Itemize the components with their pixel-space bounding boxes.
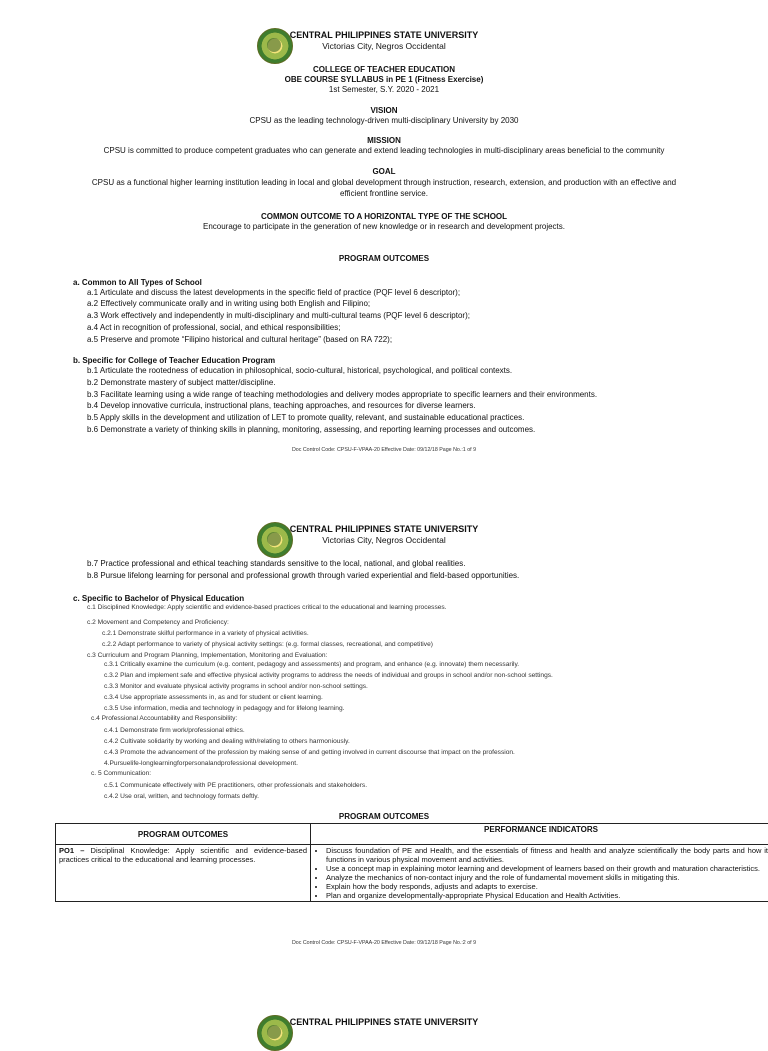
list-item: c.3.3 Monitor and evaluate physical activity programs in school and/or non-school settings. [104,683,368,691]
po1-label: PO1 – [59,846,84,855]
list-item: c.5.1 Communicate effectively with PE practitioners, other professionals and stakeholders. [104,782,367,790]
university-name: CENTRAL PHILIPPINES STATE UNIVERSITY [0,30,768,41]
page1-footer: Doc Control Code: CPSU-F-VPAA-20 Effective Date: 09/12/18 Page No.:1 of 9 [0,447,768,453]
page3-header [0,1017,768,1028]
indicators-cell [311,845,768,902]
column-header: PROGRAM OUTCOMES [56,824,311,845]
mission-text: CPSU is committed to produce competent graduates who can generate and extend leading technologies in multi-disciplinary areas beneficial to the community [40,146,728,156]
list-item: c.4.2 Use oral, written, and technology formats deftly. [104,793,259,801]
list-item: c.4.3 Promote the advancement of the profession by making sense of and getting involved in current discourse that impact on the profession. [104,749,515,757]
university-location: Victorias City, Negros Occidental [0,41,768,52]
page2-header [0,524,768,546]
list-item: a.2 Effectively communicate orally and in writing using both English and Filipino; [87,299,370,309]
list-item: c.2.2 Adapt performance to variety of physical activity settings: (e.g. formal classes, recreational, and competitive) [102,641,433,649]
list-item: c.3.5 Use information, media and technology in pedagogy and for lifelong learning. [104,705,344,713]
section-a-heading: a. Common to All Types of School [73,278,202,288]
page2-footer: Doc Control Code: CPSU-F-VPAA-20 Effective Date: 09/12/18 Page No.:2 of 9 [0,940,768,946]
list-item: c.4 Professional Accountability and Responsibility: [91,715,237,723]
list-item: c.3 Curriculum and Program Planning, Implementation, Monitoring and Evaluation: [87,652,327,660]
list-item: b.2 Demonstrate mastery of subject matter/discipline. [87,378,276,388]
goal-heading: GOAL [40,167,728,177]
list-item: 4.Pursuelife-longlearningforpersonalandprofessional development. [104,760,298,768]
university-name: CENTRAL PHILIPPINES STATE UNIVERSITY [0,524,768,535]
list-item: a.3 Work effectively and independently in multi-disciplinary and multi-cultural teams (PQF level 6 descriptor); [87,311,470,321]
column-header: PERFORMANCE INDICATORS [311,824,768,845]
list-item: c.2 Movement and Competency and Proficiency: [87,619,229,627]
section-b-heading: b. Specific for College of Teacher Education Program [73,356,275,366]
list-item: • Plan and organize developmentally-appropriate Physical Education and Health Activities. [326,891,768,900]
list-item: b.7 Practice professional and ethical teaching standards sensitive to the local, national, and global realities. [87,559,465,569]
vision-text: CPSU as the leading technology-driven multi-disciplinary University by 2030 [40,116,728,126]
program-outcomes-table-title: PROGRAM OUTCOMES [40,812,728,822]
semester: 1st Semester, S.Y. 2020 - 2021 [40,85,728,95]
common-outcome-heading: COMMON OUTCOME TO A HORIZONTAL TYPE OF THE SCHOOL [40,212,728,222]
indicator-list [314,846,768,900]
table-row [56,845,768,902]
list-item: c. 5 Communication: [91,770,151,778]
mission-heading: MISSION [40,136,728,146]
po1-text: Disciplinal Knowledge: Apply scientific and evidence-based practices critical to the educational and learning processes. [59,846,307,864]
list-item: • Analyze the mechanics of non-contact injury and the role of fundamental movement skills in mitigating this. [326,873,768,882]
college-name: COLLEGE OF TEACHER EDUCATION [40,65,728,75]
list-item: b.3 Facilitate learning using a wide range of teaching methodologies and delivery modes appropriate to specific learners and their environments. [87,390,597,400]
list-item: a.1 Articulate and discuss the latest developments in the specific field of practice (PQF level 6 descriptor); [87,288,460,298]
list-item: c.1 Disciplined Knowledge: Apply scientific and evidence-based practices critical to the educational and learning processes. [87,604,447,612]
university-location: Victorias City, Negros Occidental [0,535,768,546]
goal-text-line2: efficient frontline service. [40,189,728,199]
list-item: b.1 Articulate the rootedness of education in philosophical, socio-cultural, historical, psychological, and political contexts. [87,366,512,376]
list-item: b.5 Apply skills in the development and utilization of LET to promote quality, relevant, and sustainable educational practices. [87,413,524,423]
list-item: • Explain how the body responds, adjusts and adapts to exercise. [326,882,768,891]
syllabus-title: OBE COURSE SYLLABUS in PE 1 (Fitness Exercise) [40,75,728,85]
list-item: c.3.1 Critically examine the curriculum (e.g. content, pedagogy and assessments) and program, and enhance (e.g. innovate) them necessarily. [104,661,519,669]
section-c-heading: c. Specific to Bachelor of Physical Education [73,594,244,604]
list-item: c.4.2 Cultivate solidarity by working and dealing with/relating to others harmoniously. [104,738,350,746]
table-header-row [56,824,768,845]
list-item: a.5 Preserve and promote “Filipino historical and cultural heritage” (based on RA 722); [87,335,392,345]
vision-heading: VISION [40,106,728,116]
program-outcomes-heading: PROGRAM OUTCOMES [40,254,728,264]
goal-text-line1: CPSU as a functional higher learning institution leading in local and global development through instruction, research, extension, and production with an effective and [40,178,728,188]
list-item: c.2.1 Demonstrate skilful performance in a variety of physical activities. [102,630,309,638]
list-item: a.4 Act in recognition of professional, social, and ethical responsibilities; [87,323,340,333]
list-item: c.3.4 Use appropriate assessments in, as and for student or client learning. [104,694,323,702]
list-item: c.3.2 Plan and implement safe and effective physical activity programs to address the needs of individual and groups in school and/or non-school settings. [104,672,553,680]
list-item: • Discuss foundation of PE and Health, and the essentials of fitness and health and analyze scientifically the body parts and how it functions in various physical movement and activities. [326,846,768,864]
program-outcomes-table [55,823,768,902]
list-item: b.4 Develop innovative curricula, instructional plans, teaching approaches, and resources for diverse learners. [87,401,476,411]
common-outcome-text: Encourage to participate in the generation of new knowledge or in research and development projects. [40,222,728,232]
list-item: b.8 Pursue lifelong learning for personal and professional growth through varied experiential and field-based opportunities. [87,571,519,581]
list-item: b.6 Demonstrate a variety of thinking skills in planning, monitoring, assessing, and reporting learning processes and outcomes. [87,425,535,435]
list-item: • Use a concept map in explaining motor learning and development of learners based on their growth and maturation characteristics. [326,864,768,873]
list-item: c.4.1 Demonstrate firm work/professional ethics. [104,727,245,735]
page1-header [0,30,768,52]
po1-cell [56,845,311,902]
university-name: CENTRAL PHILIPPINES STATE UNIVERSITY [0,1017,768,1028]
